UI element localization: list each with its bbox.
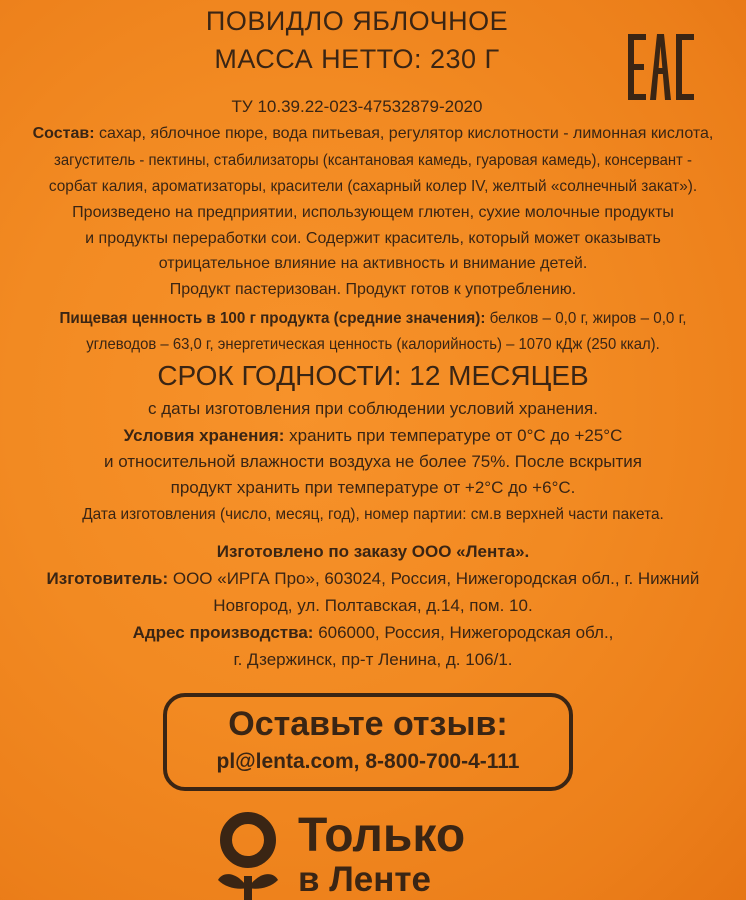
production-date-note: Дата изготовления (число, месяц, год), номер партии: см.в верхней части пакета. [82,506,664,523]
composition-line-3: сорбат калия, ароматизаторы, красители (сахарный колер IV, желтый «солнечный закат»). [48,178,698,195]
brand-line-1: Только [298,809,466,862]
standard-code: ТУ 10.39.22-023-47532879-2020 [231,97,483,116]
composition-line-7: Продукт пастеризован. Продукт готов к употреблению. [169,281,577,298]
ordered-by: Изготовлено по заказу ООО «Лента». [216,542,530,561]
manufacturer-label: Изготовитель: [46,569,169,588]
brand-line-2: в Ленте [298,860,432,899]
storage-line-2: и относительной влажности воздуха не более 75%. После вскрытия [103,452,643,471]
nutrition-label: Пищевая ценность в 100 г продукта (средние значения): [59,310,486,327]
feedback-box [163,693,573,791]
composition-line-2: загуститель - пектины, стабилизаторы (ксантановая камедь, гуаровая камедь), консервант - [54,152,692,169]
composition-line-4: Произведено на предприятии, использующем глютен, сухие молочные продукты [72,204,674,221]
address-line-1: Адрес производства: 606000, Россия, Нижегородская обл., [132,623,614,642]
nutrition-line-2: углеводов – 63,0 г, энергетическая ценность (калорийность) – 1070 кДж (250 ккал). [86,336,660,353]
address-label: Адрес производства: [132,623,314,642]
manufacturer-line-2: Новгород, ул. Полтавская, д.14, пом. 10. [213,596,533,615]
address-line-2: г. Дзержинск, пр-т Ленина, д. 106/1. [233,650,513,669]
nutrition-line-1: Пищевая ценность в 100 г продукта (средние значения): белков – 0,0 г, жиров – 0,0 г, [59,310,687,327]
composition-line-1: Состав: сахар, яблочное пюре, вода питьевая, регулятор кислотности - лимонная кислота, [32,125,714,142]
feedback-title: Оставьте отзыв: [228,705,508,743]
product-name: ПОВИДЛО ЯБЛОЧНОЕ [205,6,509,36]
composition-line-6: отрицательное влияние на активность и внимание детей. [158,255,588,272]
manufacturer-line-1: Изготовитель: ООО «ИРГА Про», 603024, Россия, Нижегородская обл., г. Нижний [46,569,700,588]
composition-line-5: и продукты переработки сои. Содержит краситель, который может оказывать [85,230,661,247]
lenta-flower-icon [216,810,280,900]
storage-line-1: Условия хранения: хранить при температуре от 0°С до +25°С [123,426,623,445]
shelf-life-heading: СРОК ГОДНОСТИ: 12 МЕСЯЦЕВ [157,360,589,391]
net-weight: МАССА НЕТТО: 230 Г [214,44,500,74]
shelf-life-subtext: с даты изготовления при соблюдении условий хранения. [148,399,598,418]
storage-label: Условия хранения: [123,426,285,445]
feedback-contacts: pl@lenta.com, 8-800-700-4-111 [216,750,520,773]
eac-mark-icon [626,30,696,104]
composition-label: Состав: [32,125,95,142]
storage-line-3: продукт хранить при температуре от +2°С до +6°С. [170,478,576,497]
